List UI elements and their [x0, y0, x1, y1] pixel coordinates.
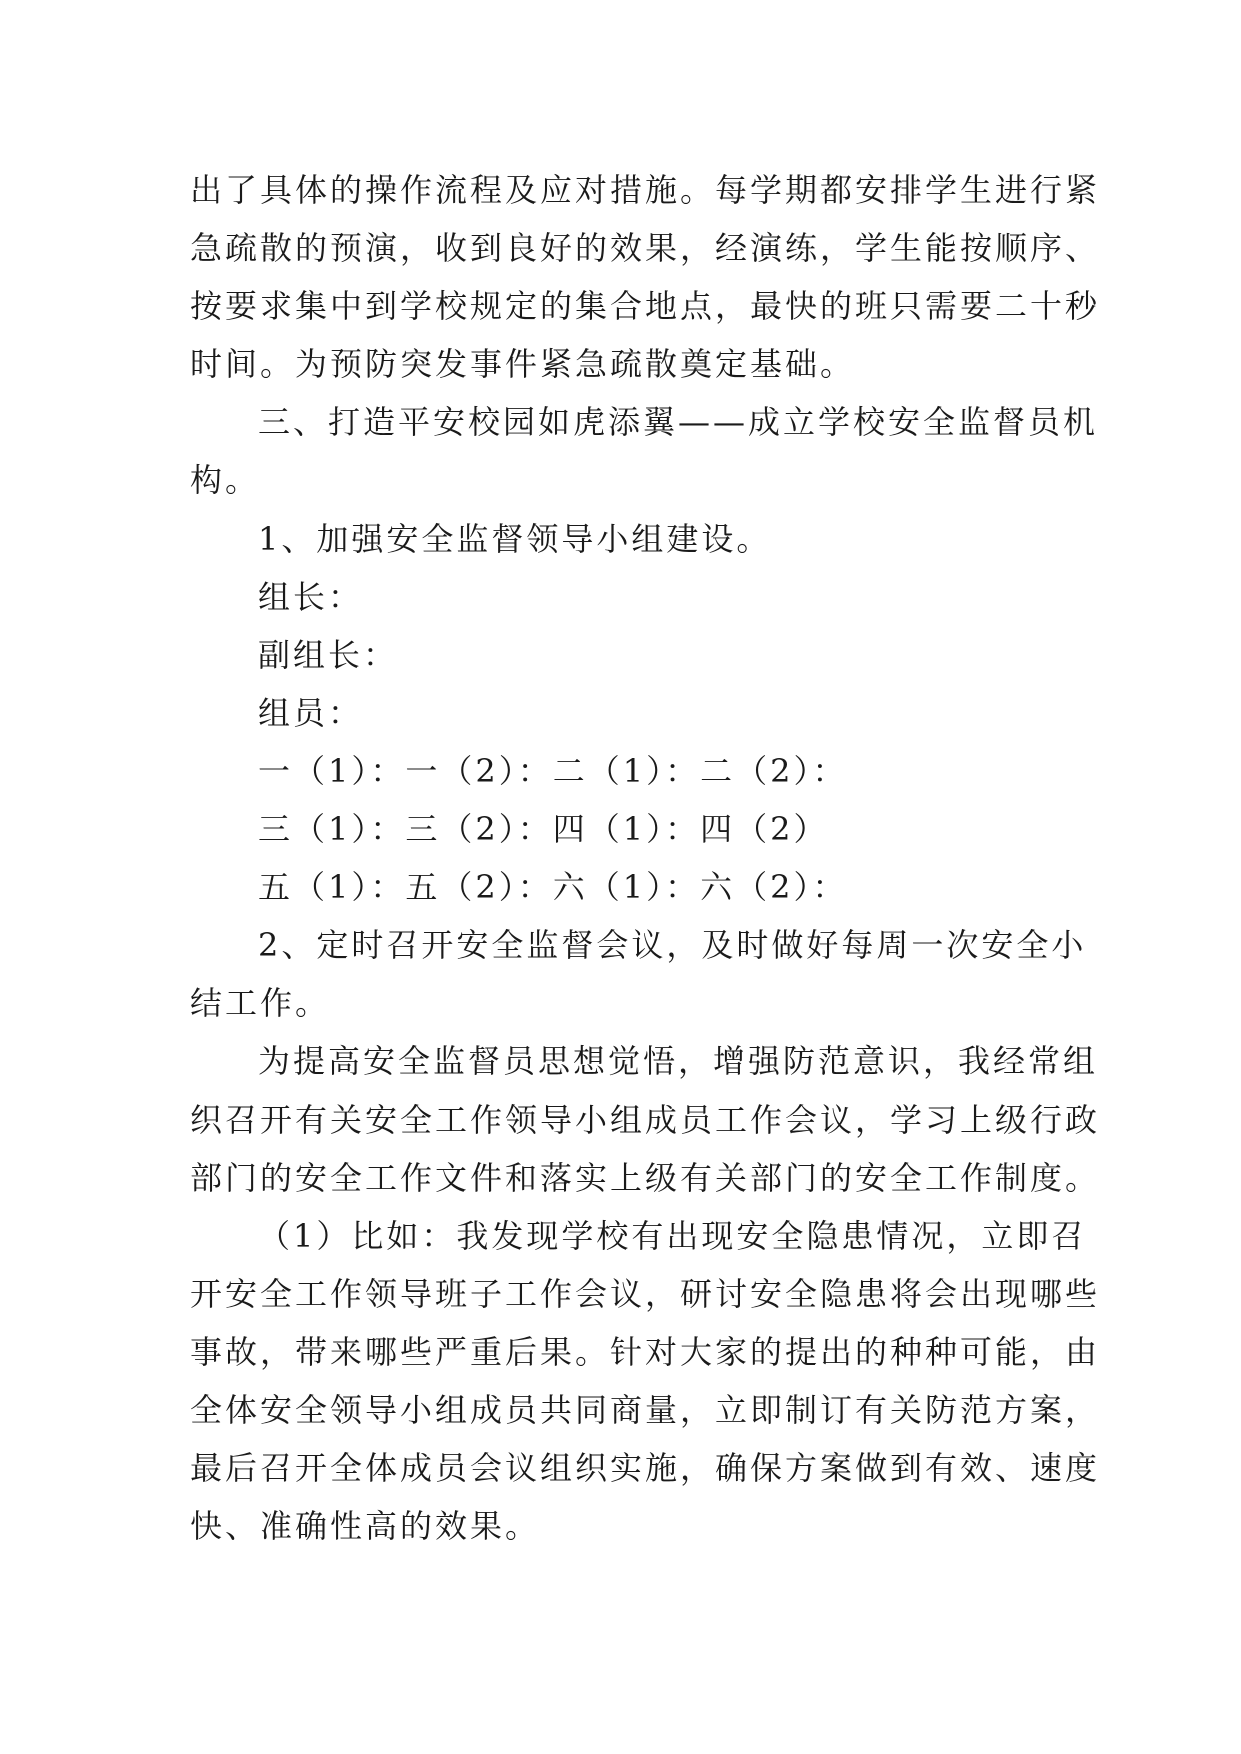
team-leader-label: 组长：	[258, 577, 364, 616]
subsection-heading-continuation: 结工作。	[190, 984, 331, 1023]
paragraph-line: 快、准确性高的效果。	[190, 1507, 541, 1546]
paragraph-line: 为提高安全监督员思想觉悟，增强防范意识，我经常组	[258, 1042, 1099, 1081]
text-line: 按要求集中到学校规定的集合地点，最快的班只需要二十秒	[190, 287, 1101, 326]
paragraph-line: 事故，带来哪些严重后果。针对大家的提出的种种可能，由	[190, 1332, 1101, 1371]
paragraph-line: 部门的安全工作文件和落实上级有关部门的安全工作制度。	[190, 1158, 1101, 1197]
subsection-heading: 2、定时召开安全监督会议，及时做好每周一次安全小	[258, 926, 1087, 965]
class-list-line: 一（1）：一（2）：二（1）：二（2）：	[258, 751, 848, 790]
paragraph-line: 织召开有关安全工作领导小组成员工作会议，学习上级行政	[190, 1100, 1101, 1139]
paragraph-line: 全体安全领导小组成员共同商量，立即制订有关防范方案，	[190, 1390, 1101, 1429]
deputy-leader-label: 副组长：	[258, 635, 399, 674]
text-line: 急疏散的预演，收到良好的效果，经演练，学生能按顺序、	[190, 229, 1101, 268]
paragraph-line: 开安全工作领导班子工作会议，研讨安全隐患将会出现哪些	[190, 1274, 1101, 1313]
paragraph-line: （1）比如：我发现学校有出现安全隐患情况，立即召	[258, 1216, 1087, 1255]
text-line: 出了具体的操作流程及应对措施。每学期都安排学生进行紧	[190, 171, 1101, 209]
members-label: 组员：	[258, 693, 364, 732]
section-heading-continuation: 构。	[190, 461, 261, 500]
paragraph-line: 最后召开全体成员会议组织实施，确保方案做到有效、速度	[190, 1449, 1101, 1488]
section-heading: 三、打造平安校园如虎添翼——成立学校安全监督员机	[258, 403, 1099, 442]
text-line: 时间。为预防突发事件紧急疏散奠定基础。	[190, 345, 856, 384]
subsection-heading: 1、加强安全监督领导小组建设。	[258, 519, 772, 558]
document-body	[190, 161, 1101, 1555]
class-list-line: 五（1）：五（2）：六（1）：六（2）：	[258, 868, 848, 907]
class-list-line: 三（1）：三（2）：四（1）：四（2）	[258, 810, 829, 849]
